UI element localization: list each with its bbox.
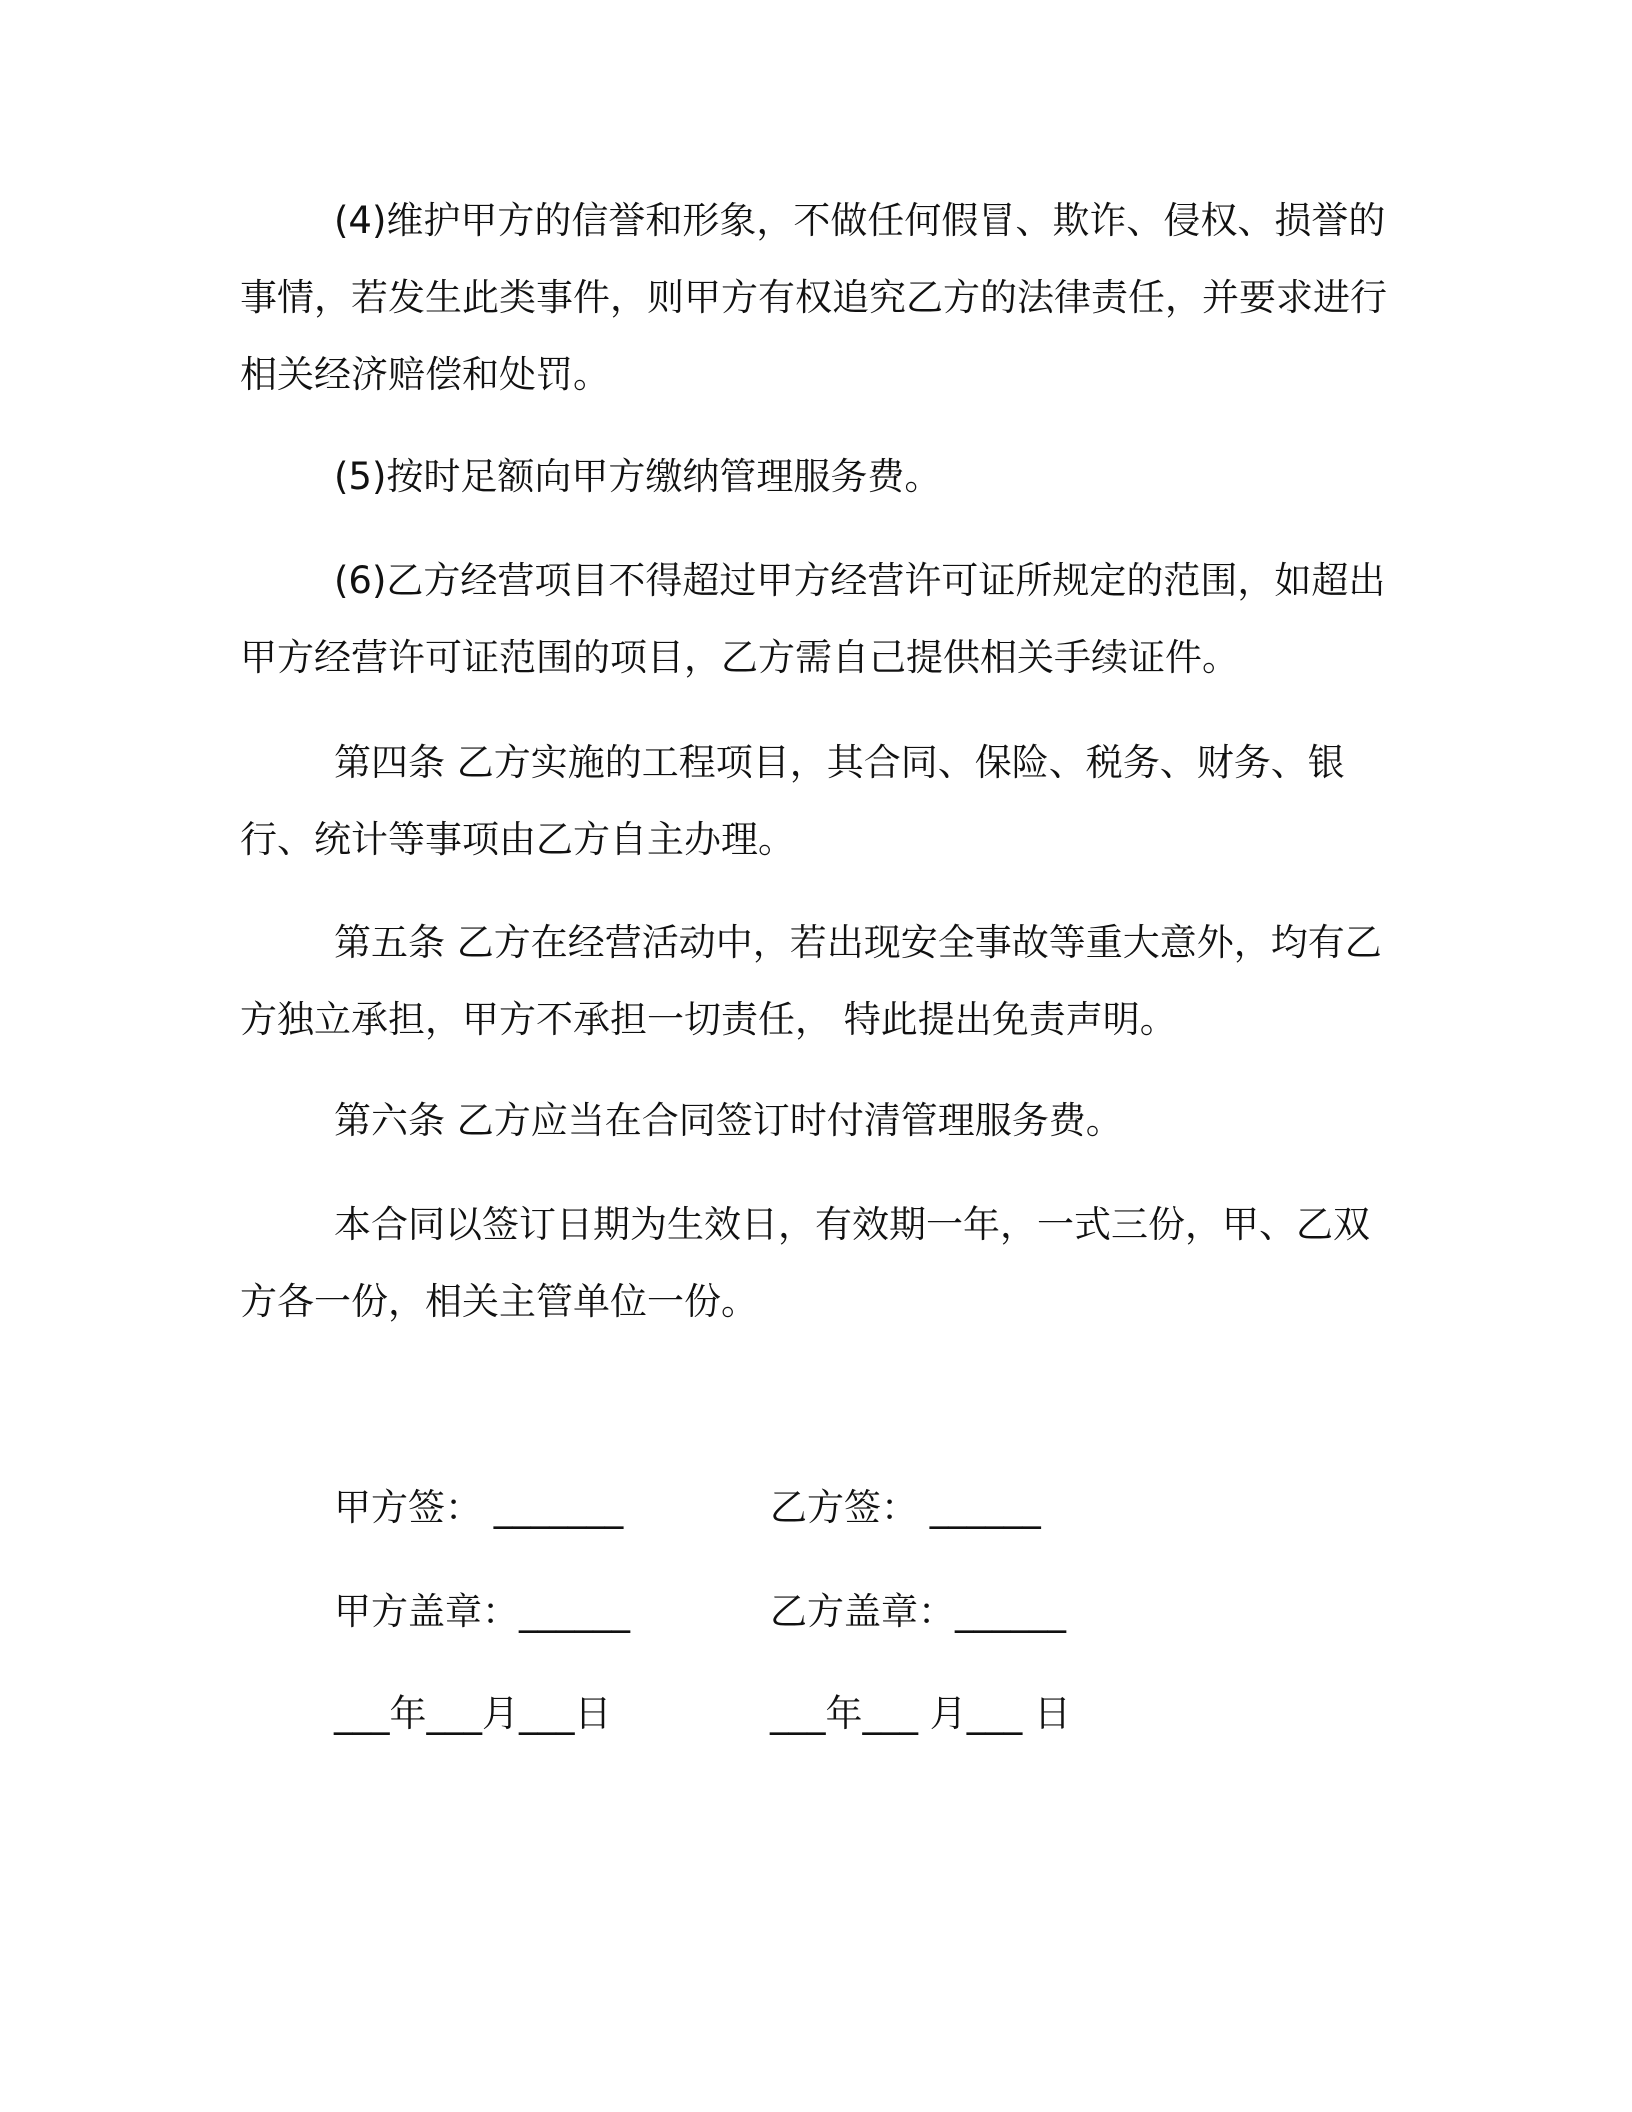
party-a-date-line: ___年___月___日 (334, 1692, 612, 1735)
article-4: 第四条 乙方实施的工程项目，其合同、保险、税务、财务、银行、统计等事项由乙方自主办理。 (240, 741, 1345, 861)
party-b-date-line: ___年___ 月___ 日 (770, 1692, 1072, 1735)
article-5: 第五条 乙方在经营活动中，若出现安全事故等重大意外，均有乙方独立承担，甲方不承担一切责任， 特此提出免责声明。 (240, 921, 1382, 1041)
clause-item-6: (6)乙方经营项目不得超过甲方经营许可证所规定的范围，如超出甲方经营许可证范围的项目，乙方需自己提供相关手续证件。 (240, 559, 1386, 679)
article-6: 第六条 乙方应当在合同签订时付清管理服务费。 (334, 1099, 1123, 1142)
party-b-signature-line: 乙方签： ______ (770, 1486, 1041, 1529)
party-a-signature-line: 甲方签： _______ (334, 1486, 624, 1529)
party-b-seal-line: 乙方盖章：______ (770, 1590, 1066, 1633)
date-row (334, 1684, 1434, 1744)
party-a-seal-line: 甲方盖章：______ (334, 1590, 630, 1633)
signature-row (334, 1478, 1434, 1538)
seal-row (334, 1582, 1434, 1642)
clause-item-4: (4)维护甲方的信誉和形象，不做任何假冒、欺诈、侵权、损誉的事情，若发生此类事件，则甲方有权追究乙方的法律责任，并要求进行相关经济赔偿和处罚。 (240, 199, 1387, 396)
validity-clause: 本合同以签订日期为生效日，有效期一年，一式三份，甲、乙双方各一份，相关主管单位一份。 (240, 1203, 1370, 1323)
clause-item-5: (5)按时足额向甲方缴纳管理服务费。 (334, 455, 942, 498)
